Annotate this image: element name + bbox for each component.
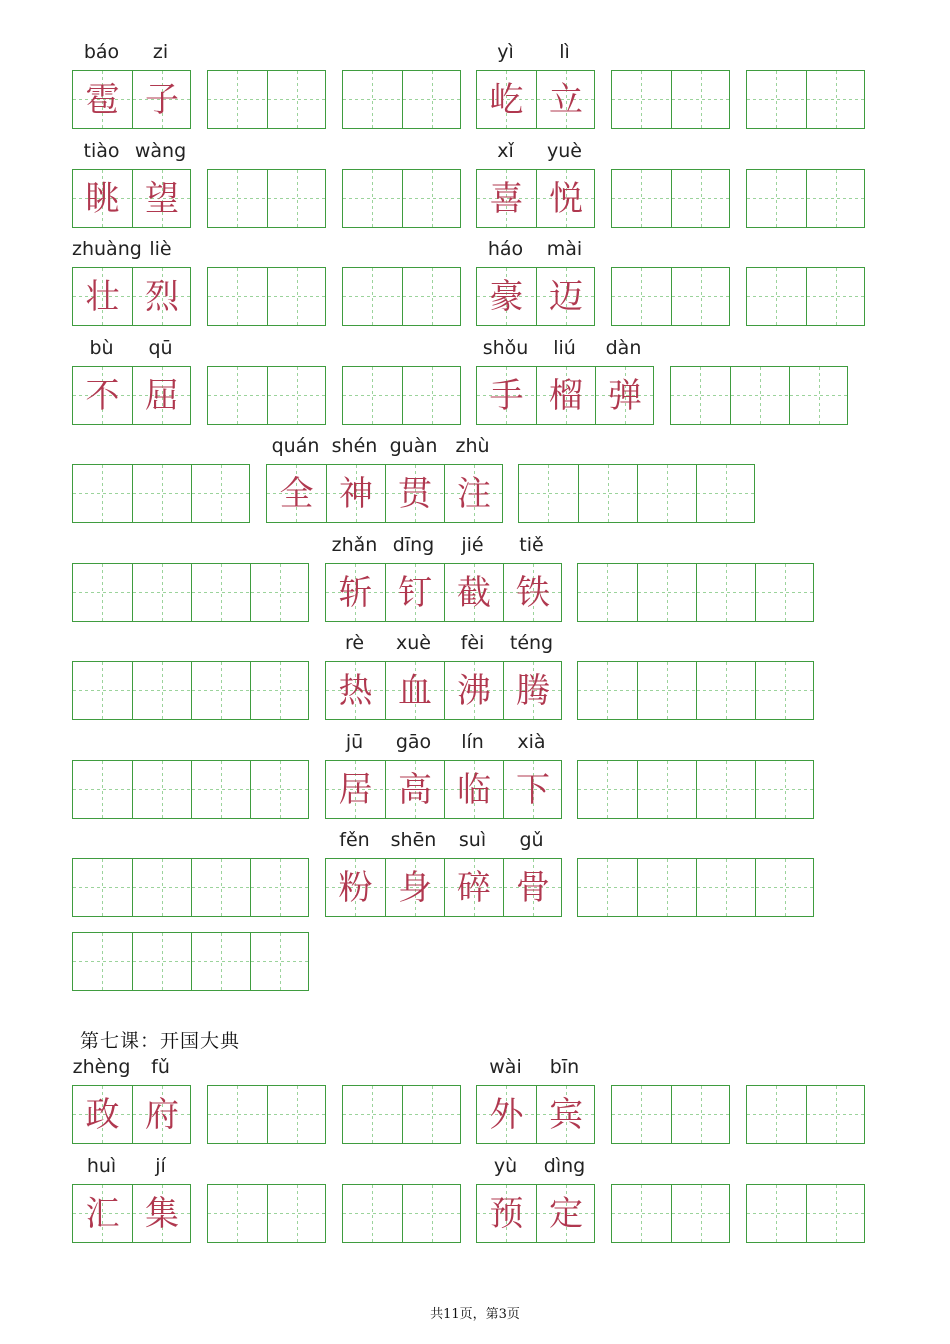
character-cell <box>477 268 536 325</box>
empty-practice-cell <box>696 662 755 719</box>
empty-practice-cell <box>132 933 191 990</box>
writing-grid <box>72 366 191 425</box>
model-character: 神 <box>339 473 373 514</box>
pinyin-label: tiě <box>519 534 544 556</box>
writing-grid <box>207 1184 326 1243</box>
writing-grid <box>72 760 309 819</box>
writing-grid <box>670 366 848 425</box>
model-character: 骨 <box>516 867 550 908</box>
character-cell <box>267 465 326 522</box>
model-character: 定 <box>549 1193 583 1234</box>
writing-grid <box>207 70 326 129</box>
model-character: 铁 <box>516 572 550 613</box>
empty-practice-cell <box>208 170 267 227</box>
character-cell <box>385 465 444 522</box>
character-cell <box>132 268 191 325</box>
character-cell <box>326 662 385 719</box>
empty-practice-cell <box>343 170 402 227</box>
character-cell <box>444 662 503 719</box>
pinyin-label: suì <box>458 829 487 851</box>
model-character: 立 <box>549 79 583 120</box>
empty-practice-cell <box>402 71 461 128</box>
pinyin-label: shén <box>331 435 378 457</box>
model-character: 高 <box>398 769 432 810</box>
writing-grid <box>476 366 654 425</box>
writing-grid <box>72 661 309 720</box>
character-cell <box>132 170 191 227</box>
model-character: 外 <box>489 1094 524 1135</box>
empty-practice-cell <box>73 465 132 522</box>
empty-practice-cell <box>806 1185 865 1242</box>
model-character: 屹 <box>489 79 524 120</box>
pinyin-label: zhù <box>455 435 490 457</box>
empty-practice-cell <box>637 564 696 621</box>
empty-practice-cell <box>73 933 132 990</box>
character-cell <box>444 465 503 522</box>
writing-grid <box>476 1085 595 1144</box>
empty-practice-cell <box>132 465 191 522</box>
model-character: 不 <box>85 375 120 416</box>
pinyin-label: zhuàng <box>72 238 142 260</box>
empty-practice-cell <box>73 564 132 621</box>
writing-grid <box>746 70 865 129</box>
empty-practice-cell <box>696 859 755 916</box>
writing-grid <box>476 267 595 326</box>
pinyin-label: fǔ <box>151 1056 170 1078</box>
empty-practice-cell <box>747 268 806 325</box>
pinyin-label: jí <box>155 1155 166 1177</box>
empty-practice-cell <box>208 1185 267 1242</box>
writing-grid <box>746 169 865 228</box>
pinyin-label: zi <box>152 41 169 63</box>
empty-practice-cell <box>267 170 326 227</box>
empty-practice-cell <box>806 1086 865 1143</box>
character-cell <box>503 662 562 719</box>
character-cell <box>536 170 595 227</box>
model-character: 宾 <box>549 1094 583 1135</box>
writing-grid <box>342 366 461 425</box>
empty-practice-cell <box>612 71 671 128</box>
empty-practice-cell <box>73 662 132 719</box>
empty-practice-cell <box>402 1185 461 1242</box>
character-cell <box>385 859 444 916</box>
empty-practice-cell <box>671 170 730 227</box>
character-cell <box>73 170 132 227</box>
character-cell <box>503 859 562 916</box>
empty-practice-cell <box>402 268 461 325</box>
writing-grid <box>72 1184 191 1243</box>
writing-grid <box>72 464 250 523</box>
model-character: 集 <box>145 1193 179 1234</box>
character-cell <box>132 367 191 424</box>
writing-grid <box>342 1085 461 1144</box>
model-character: 榴 <box>549 375 583 416</box>
writing-grid <box>72 169 191 228</box>
character-cell <box>385 662 444 719</box>
empty-practice-cell <box>208 1086 267 1143</box>
empty-practice-cell <box>612 1185 671 1242</box>
pinyin-label: wàng <box>134 140 187 162</box>
writing-grid <box>476 70 595 129</box>
writing-grid <box>476 1184 595 1243</box>
pinyin-label: yì <box>497 41 514 63</box>
empty-practice-cell <box>637 761 696 818</box>
character-cell <box>444 564 503 621</box>
pinyin-label: xià <box>517 731 546 753</box>
empty-practice-cell <box>343 367 402 424</box>
character-cell <box>503 564 562 621</box>
character-cell <box>385 564 444 621</box>
empty-practice-cell <box>637 859 696 916</box>
writing-grid <box>325 760 562 819</box>
empty-practice-cell <box>132 859 191 916</box>
empty-practice-cell <box>267 1185 326 1242</box>
model-character: 雹 <box>85 79 120 120</box>
empty-practice-cell <box>671 1086 730 1143</box>
pinyin-label: fěn <box>339 829 370 851</box>
empty-practice-cell <box>343 1185 402 1242</box>
writing-grid <box>325 661 562 720</box>
pinyin-label: liè <box>149 238 172 260</box>
model-character: 下 <box>516 769 550 810</box>
writing-grid <box>342 267 461 326</box>
model-character: 热 <box>338 670 373 711</box>
empty-practice-cell <box>747 71 806 128</box>
character-cell <box>326 859 385 916</box>
character-cell <box>477 1086 536 1143</box>
empty-practice-cell <box>755 662 814 719</box>
model-character: 望 <box>145 178 179 219</box>
empty-practice-cell <box>191 564 250 621</box>
pinyin-label: zhèng <box>72 1056 131 1078</box>
model-character: 迈 <box>549 276 583 317</box>
pinyin-label: quán <box>271 435 320 457</box>
page-footer: 共11页，第3页 <box>430 1307 520 1322</box>
lesson-title: 第七课：开国大典 <box>80 1030 241 1052</box>
pinyin-label: bù <box>89 337 114 359</box>
pinyin-label: lì <box>559 41 570 63</box>
pinyin-label: rè <box>344 632 365 654</box>
empty-practice-cell <box>267 71 326 128</box>
pinyin-label: wài <box>489 1056 522 1078</box>
character-cell <box>73 268 132 325</box>
model-character: 弹 <box>608 375 642 416</box>
writing-grid <box>746 1085 865 1144</box>
empty-practice-cell <box>806 170 865 227</box>
model-character: 子 <box>145 79 179 120</box>
empty-practice-cell <box>208 268 267 325</box>
empty-practice-cell <box>612 1086 671 1143</box>
pinyin-label: guàn <box>389 435 438 457</box>
writing-grid <box>325 563 562 622</box>
character-cell <box>132 71 191 128</box>
writing-grid <box>611 267 730 326</box>
empty-practice-cell <box>73 761 132 818</box>
writing-grid <box>611 70 730 129</box>
character-cell <box>385 761 444 818</box>
empty-practice-cell <box>671 1185 730 1242</box>
character-cell <box>444 859 503 916</box>
empty-practice-cell <box>637 662 696 719</box>
empty-practice-cell <box>755 761 814 818</box>
pinyin-label: tiào <box>83 140 120 162</box>
model-character: 府 <box>145 1094 179 1135</box>
pinyin-label: huì <box>86 1155 117 1177</box>
character-cell <box>477 71 536 128</box>
empty-practice-cell <box>191 859 250 916</box>
empty-practice-cell <box>578 564 637 621</box>
writing-grid <box>476 169 595 228</box>
empty-practice-cell <box>578 761 637 818</box>
pinyin-label: báo <box>83 41 120 63</box>
model-character: 血 <box>398 670 432 711</box>
pinyin-label: gǔ <box>519 829 544 851</box>
empty-practice-cell <box>402 367 461 424</box>
pinyin-label: shǒu <box>482 337 529 359</box>
character-cell <box>73 367 132 424</box>
pinyin-label: yù <box>493 1155 518 1177</box>
character-cell <box>132 1185 191 1242</box>
writing-grid <box>207 1085 326 1144</box>
writing-grid <box>72 932 309 991</box>
character-cell <box>444 761 503 818</box>
writing-grid <box>72 70 191 129</box>
character-cell <box>326 564 385 621</box>
model-character: 悦 <box>549 178 583 219</box>
empty-practice-cell <box>696 564 755 621</box>
writing-grid <box>342 70 461 129</box>
writing-grid <box>577 760 814 819</box>
writing-grid <box>207 267 326 326</box>
writing-grid <box>577 858 814 917</box>
empty-practice-cell <box>132 761 191 818</box>
empty-practice-cell <box>755 564 814 621</box>
pinyin-label: háo <box>487 238 524 260</box>
empty-practice-cell <box>250 564 309 621</box>
empty-practice-cell <box>132 662 191 719</box>
model-character: 腾 <box>516 670 550 711</box>
empty-practice-cell <box>267 268 326 325</box>
writing-grid <box>342 1184 461 1243</box>
writing-grid <box>611 1184 730 1243</box>
empty-practice-cell <box>671 367 730 424</box>
model-character: 喜 <box>489 178 524 219</box>
pinyin-label: shēn <box>390 829 437 851</box>
empty-practice-cell <box>637 465 696 522</box>
empty-practice-cell <box>191 662 250 719</box>
character-cell <box>536 1086 595 1143</box>
empty-practice-cell <box>578 859 637 916</box>
pinyin-label: jié <box>461 534 484 556</box>
pinyin-label: dìng <box>543 1155 586 1177</box>
pinyin-label: bīn <box>549 1056 580 1078</box>
model-character: 政 <box>85 1094 120 1135</box>
empty-practice-cell <box>402 170 461 227</box>
empty-practice-cell <box>250 933 309 990</box>
model-character: 沸 <box>457 670 491 711</box>
model-character: 临 <box>457 769 491 810</box>
empty-practice-cell <box>747 1185 806 1242</box>
writing-grid <box>207 169 326 228</box>
model-character: 全 <box>279 473 314 514</box>
character-cell <box>536 1185 595 1242</box>
empty-practice-cell <box>343 1086 402 1143</box>
model-character: 预 <box>489 1193 524 1234</box>
empty-practice-cell <box>250 859 309 916</box>
pinyin-label: mài <box>546 238 583 260</box>
writing-grid <box>577 563 814 622</box>
empty-practice-cell <box>671 268 730 325</box>
pinyin-label: dàn <box>605 337 642 359</box>
writing-grid <box>611 169 730 228</box>
empty-practice-cell <box>789 367 848 424</box>
character-cell <box>73 1086 132 1143</box>
model-character: 身 <box>398 867 432 908</box>
empty-practice-cell <box>73 859 132 916</box>
character-cell <box>477 170 536 227</box>
character-cell <box>73 1185 132 1242</box>
character-cell <box>503 761 562 818</box>
empty-practice-cell <box>806 71 865 128</box>
model-character: 贯 <box>398 473 432 514</box>
model-character: 截 <box>457 572 491 613</box>
writing-grid <box>72 1085 191 1144</box>
empty-practice-cell <box>208 367 267 424</box>
model-character: 钉 <box>398 572 432 613</box>
character-cell <box>595 367 654 424</box>
writing-grid <box>207 366 326 425</box>
writing-grid <box>325 858 562 917</box>
model-character: 屈 <box>145 375 179 416</box>
empty-practice-cell <box>612 170 671 227</box>
model-character: 眺 <box>85 178 120 219</box>
empty-practice-cell <box>267 367 326 424</box>
empty-practice-cell <box>612 268 671 325</box>
empty-practice-cell <box>696 465 755 522</box>
model-character: 斩 <box>338 572 373 613</box>
pinyin-label: yuè <box>547 140 582 162</box>
writing-grid <box>72 267 191 326</box>
model-character: 烈 <box>145 276 179 317</box>
character-cell <box>536 71 595 128</box>
empty-practice-cell <box>730 367 789 424</box>
model-character: 居 <box>338 769 373 810</box>
pinyin-label: qū <box>148 337 173 359</box>
pinyin-label: xuè <box>396 632 431 654</box>
writing-grid <box>746 267 865 326</box>
empty-practice-cell <box>267 1086 326 1143</box>
model-character: 注 <box>457 473 491 514</box>
model-character: 壮 <box>85 276 120 317</box>
pinyin-label: xǐ <box>497 140 514 162</box>
empty-practice-cell <box>806 268 865 325</box>
character-cell <box>73 71 132 128</box>
model-character: 碎 <box>457 867 491 908</box>
empty-practice-cell <box>343 268 402 325</box>
character-cell <box>477 1185 536 1242</box>
empty-practice-cell <box>132 564 191 621</box>
empty-practice-cell <box>250 761 309 818</box>
pinyin-label: téng <box>509 632 554 654</box>
empty-practice-cell <box>191 761 250 818</box>
writing-grid <box>266 464 503 523</box>
character-cell <box>132 1086 191 1143</box>
empty-practice-cell <box>191 465 250 522</box>
character-cell <box>326 465 385 522</box>
character-cell <box>477 367 536 424</box>
character-cell <box>326 761 385 818</box>
empty-practice-cell <box>208 71 267 128</box>
empty-practice-cell <box>402 1086 461 1143</box>
character-cell <box>536 367 595 424</box>
pinyin-label: lín <box>461 731 484 753</box>
pinyin-label: fèi <box>460 632 485 654</box>
writing-grid <box>746 1184 865 1243</box>
empty-practice-cell <box>343 71 402 128</box>
empty-practice-cell <box>747 1086 806 1143</box>
pinyin-label: liú <box>553 337 576 359</box>
empty-practice-cell <box>578 465 637 522</box>
model-character: 手 <box>489 375 524 416</box>
writing-grid <box>72 858 309 917</box>
pinyin-label: dīng <box>392 534 435 556</box>
empty-practice-cell <box>747 170 806 227</box>
empty-practice-cell <box>250 662 309 719</box>
model-character: 汇 <box>85 1193 120 1234</box>
empty-practice-cell <box>671 71 730 128</box>
empty-practice-cell <box>696 761 755 818</box>
character-cell <box>536 268 595 325</box>
model-character: 豪 <box>489 276 524 317</box>
writing-grid <box>342 169 461 228</box>
pinyin-label: jū <box>345 731 364 753</box>
empty-practice-cell <box>519 465 578 522</box>
writing-grid <box>72 563 309 622</box>
model-character: 粉 <box>338 867 373 908</box>
writing-grid <box>611 1085 730 1144</box>
pinyin-label: gāo <box>395 731 432 753</box>
empty-practice-cell <box>755 859 814 916</box>
empty-practice-cell <box>578 662 637 719</box>
writing-grid <box>518 464 755 523</box>
writing-grid <box>577 661 814 720</box>
pinyin-label: zhǎn <box>331 534 378 556</box>
empty-practice-cell <box>191 933 250 990</box>
